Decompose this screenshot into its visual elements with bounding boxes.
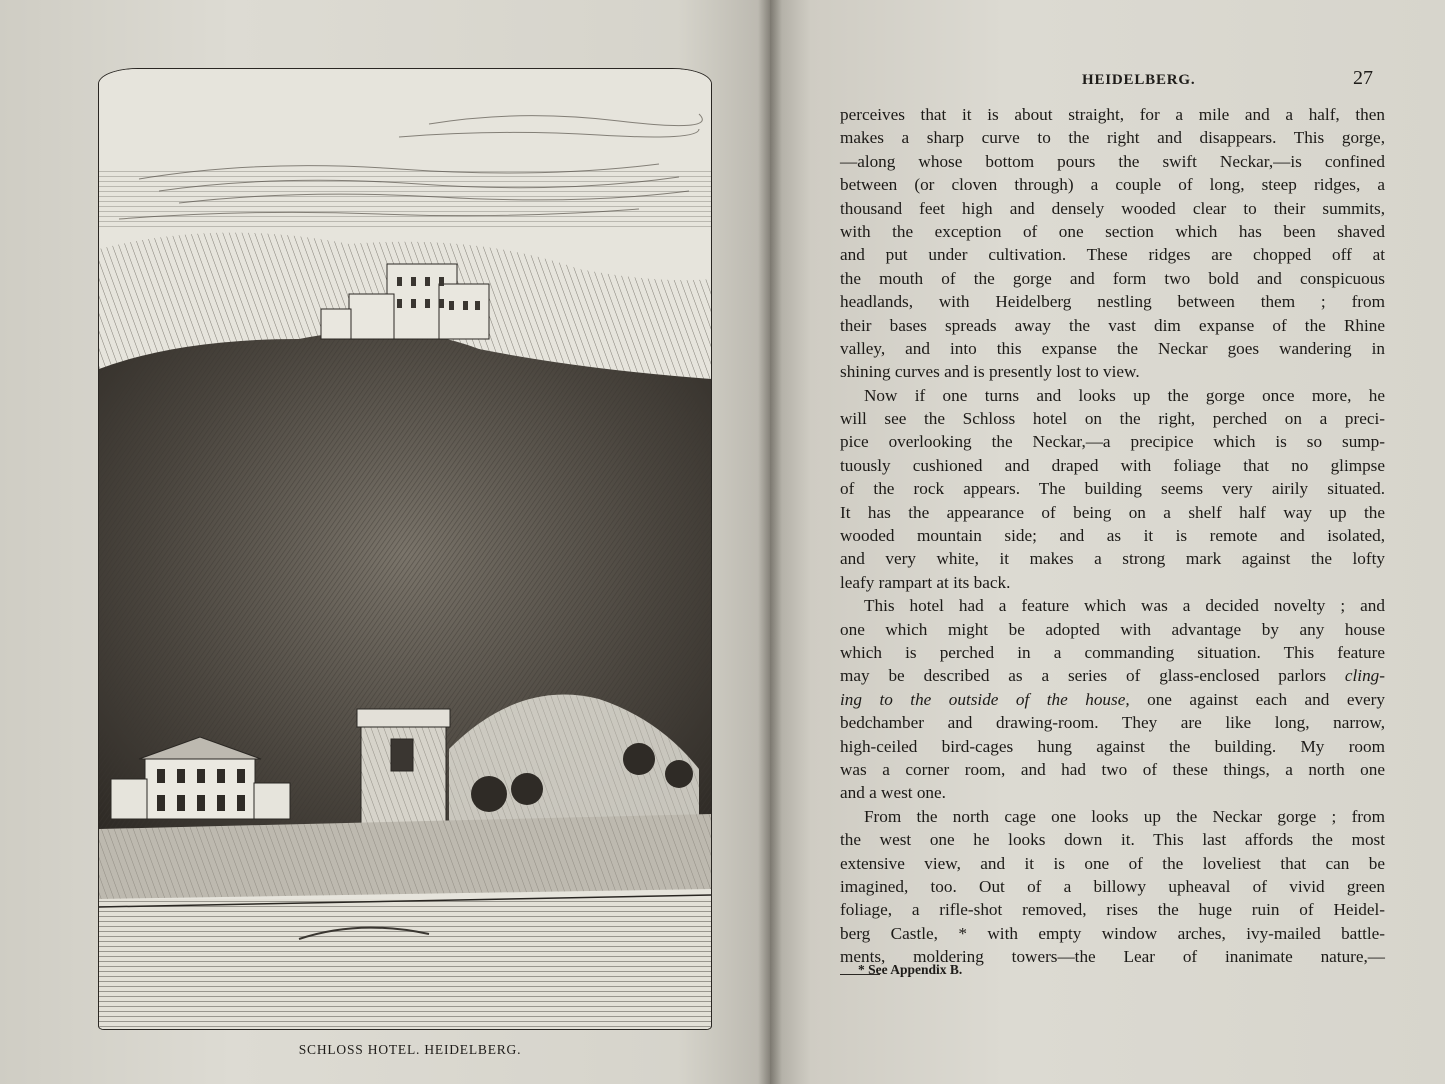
line-text: high-ceiled bird-cages hung against the building. My room <box>840 736 1385 756</box>
text-line <box>840 688 1385 711</box>
italic-text: cling- <box>1344 666 1385 686</box>
text-line <box>840 267 1385 290</box>
italic-text: ing to the outside of the house, <box>840 689 1130 709</box>
text-line <box>840 828 1385 851</box>
text-line <box>840 735 1385 758</box>
line-text: valley, and into this expanse the Neckar goes wandering in <box>840 338 1385 358</box>
text-line <box>840 477 1385 500</box>
line-text: and put under cultivation. These ridges are chopped off at <box>840 245 1385 265</box>
line-text: tuously cushioned and draped with foliage that no glimpse <box>840 455 1385 475</box>
text-line <box>840 150 1385 173</box>
text-line <box>840 898 1385 921</box>
text-line <box>840 360 1385 383</box>
text-line <box>840 384 1385 407</box>
line-text: perceives that it is about straight, for a mile and a half, then <box>840 105 1385 124</box>
line-text: shining curves and is presently lost to view. <box>840 362 1140 382</box>
text-line <box>840 290 1385 313</box>
gate-tower <box>357 709 450 829</box>
schloss-hotel-engraving <box>98 68 712 1030</box>
engraving-illustration <box>99 69 711 1029</box>
line-text: extensive view, and it is one of the loveliest that can be <box>840 853 1385 873</box>
text-line <box>840 126 1385 149</box>
line-text: makes a sharp curve to the right and disappears. This gorge, <box>840 128 1385 148</box>
line-text: —along whose bottom pours the swift Neckar,—is confined <box>840 151 1385 171</box>
text-line <box>840 781 1385 804</box>
line-text: thousand feet high and densely wooded clear to their summits, <box>840 198 1385 218</box>
line-text: between (or cloven through) a couple of long, steep ridges, a <box>840 175 1385 195</box>
text-line <box>840 430 1385 453</box>
line-text: Now if one turns and looks up the gorge once more, he <box>864 385 1385 405</box>
text-line <box>840 337 1385 360</box>
line-text: and a west one. <box>840 783 946 803</box>
line-text: pice overlooking the Neckar,—a precipice which is so sump- <box>840 432 1385 452</box>
line-text: the west one he looks down it. This last affords the most <box>840 830 1385 850</box>
text-line <box>840 875 1385 898</box>
line-text: will see the Schloss hotel on the right, perched on a preci- <box>840 409 1385 429</box>
line-text: berg Castle, * with empty window arches, ivy-mailed battle- <box>840 923 1385 943</box>
line-text: of the rock appears. The building seems very airily situated. <box>840 479 1385 499</box>
line-text: may be described as a series of glass-enclosed parlors <box>840 666 1327 686</box>
text-line <box>840 641 1385 664</box>
text-line <box>840 220 1385 243</box>
body-text <box>840 103 1385 968</box>
text-line <box>840 243 1385 266</box>
text-line <box>840 664 1385 687</box>
line-text: was a corner room, and had two of these things, a north one <box>840 759 1385 779</box>
text-line <box>840 594 1385 617</box>
line-text: and very white, it makes a strong mark against the lofty <box>840 549 1385 569</box>
line-text: From the north cage one looks up the Neckar gorge ; from <box>864 806 1385 826</box>
line-text: imagined, too. Out of a billowy upheaval of vivid green <box>840 876 1385 896</box>
line-text: with the exception of one section which has been shaved <box>840 221 1385 241</box>
text-line <box>840 524 1385 547</box>
text-line <box>840 805 1385 828</box>
text-line <box>840 618 1385 641</box>
line-text: which is perched in a commanding situation. This feature <box>840 642 1385 662</box>
line-text: one against each and every <box>1129 689 1385 709</box>
text-line <box>840 922 1385 945</box>
text-line <box>840 314 1385 337</box>
line-text: leafy rampart at its back. <box>840 572 1011 592</box>
text-line <box>840 547 1385 570</box>
line-text: It has the appearance of being on a shelf half way up the <box>840 502 1385 522</box>
line-text: their bases spreads away the vast dim expanse of the Rhine <box>840 315 1385 335</box>
text-line <box>840 501 1385 524</box>
book-gutter <box>758 0 782 1084</box>
page-number: 27 <box>1353 67 1373 89</box>
line-text: foliage, a rifle-shot removed, rises the huge ruin of Heidel- <box>840 900 1385 920</box>
footnote: * See Appendix B. <box>858 962 963 977</box>
text-line <box>840 197 1385 220</box>
line-text: This hotel had a feature which was a decided novelty ; and <box>864 596 1385 616</box>
illustration-caption: SCHLOSS HOTEL. HEIDELBERG. <box>298 1042 522 1057</box>
text-line <box>840 103 1385 126</box>
text-line <box>840 758 1385 781</box>
running-head: HEIDELBERG. <box>1082 72 1196 88</box>
text-line <box>840 454 1385 477</box>
line-text: one which might be adopted with advantage by any house <box>840 619 1385 639</box>
line-text: the mouth of the gorge and form two bold and conspicuous <box>840 268 1385 288</box>
text-line <box>840 711 1385 734</box>
line-text: wooded mountain side; and as it is remote and isolated, <box>840 526 1385 546</box>
line-text: ments, moldering towers—the Lear of inanimate nature,— <box>840 947 1385 967</box>
line-text: headlands, with Heidelberg nestling between them ; from <box>840 292 1385 312</box>
text-line <box>840 852 1385 875</box>
text-line <box>840 173 1385 196</box>
text-line <box>840 407 1385 430</box>
line-text: bedchamber and drawing-room. They are like long, narrow, <box>840 713 1385 733</box>
text-line <box>840 571 1385 594</box>
